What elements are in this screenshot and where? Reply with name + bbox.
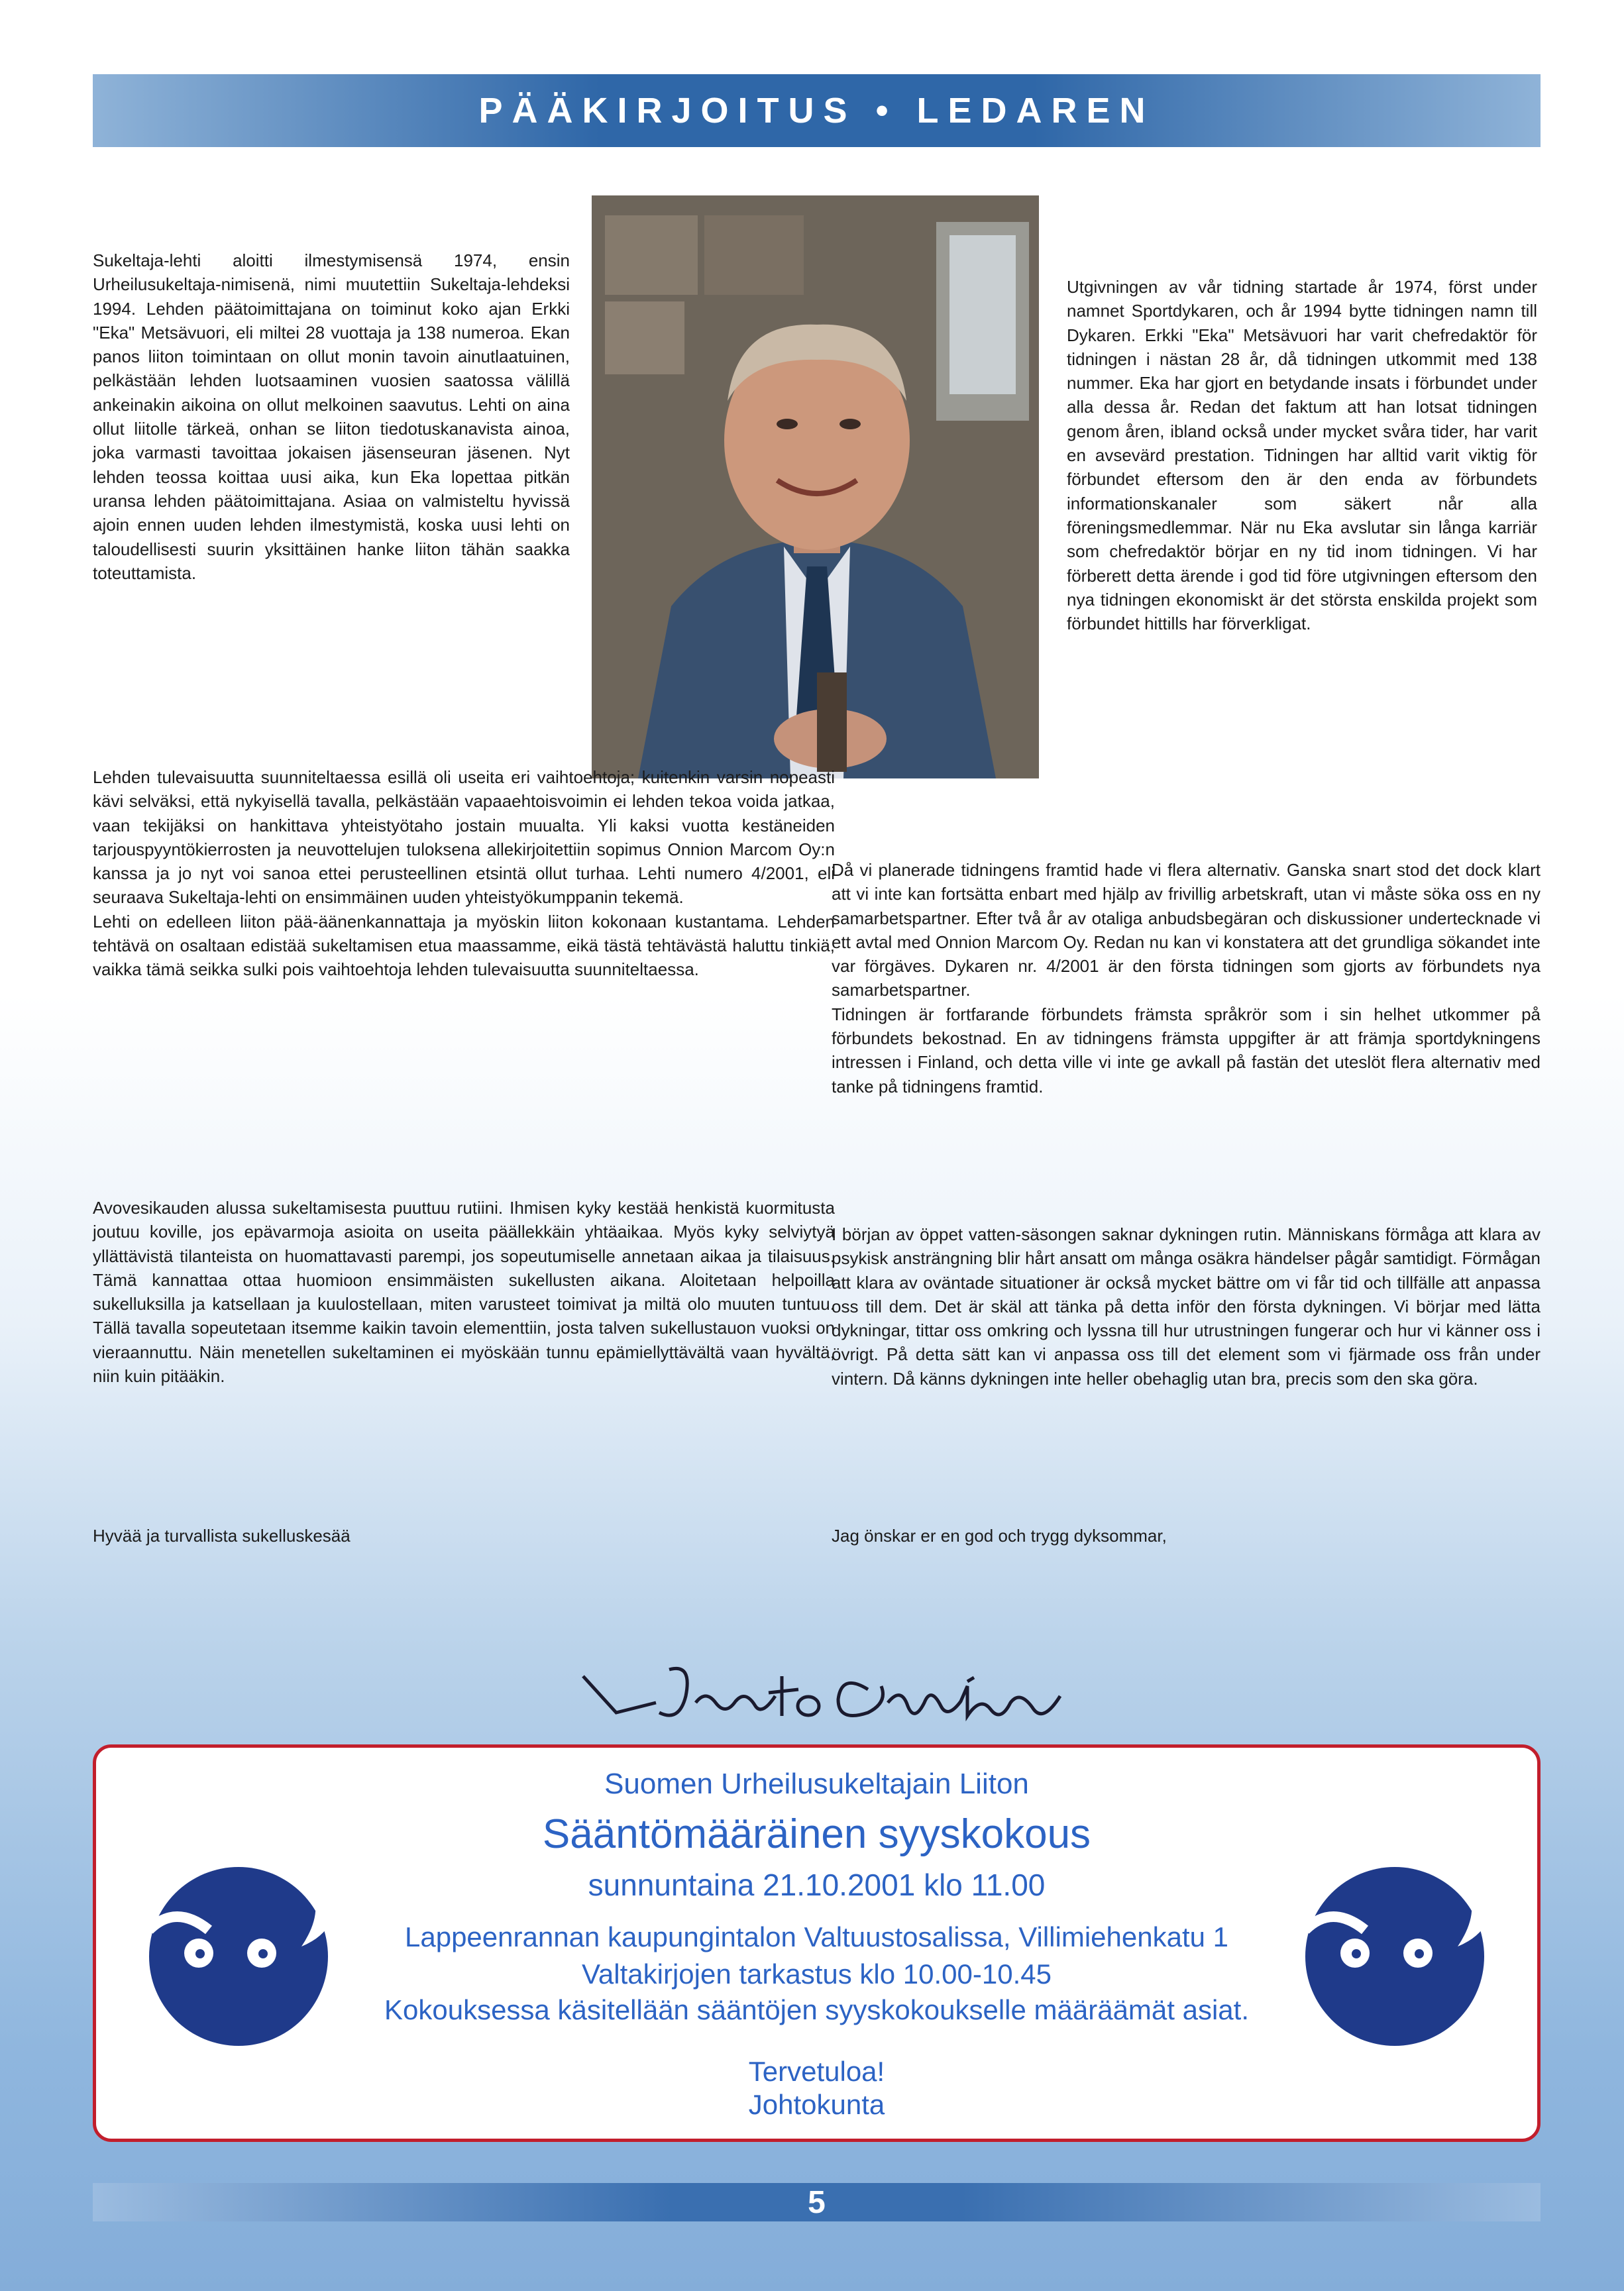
header-bar bbox=[93, 74, 1541, 147]
swedish-paragraph-2 bbox=[832, 858, 1541, 1098]
finnish-text-3: Avovesikauden alussa sukeltamisesta puuttuu rutiini. Ihmisen kyky kestää henkistä kuormitusta joutuu koville, jos epävarmoja asioita on useita päällekkäin yhtäaikaa. Myös kyky selviytyä yllättävistä tilanteista on huomattavasti parempi, jos sopeutumiselle annetaan aikaa ja tilaisuus. Tämä kannattaa ottaa huomioon ensimmäisten sukellusten aikana. Aloitetaan helpoilla sukelluksilla ja katsellaan ja kuulostellaan, miten varusteet toimivat ja miltä olo muuten tuntuu. Tällä tavalla sopeutetaan itsemme kaikin tavoin elementtiin, josta talven sukellustauon vuoksi on vieraannuttu. Näin menetellen sukeltaminen ei myöskään tunnu epämiellyttävältä vaan hyvältä, niin kuin pitääkin. bbox=[93, 1198, 835, 1387]
finnish-closing bbox=[93, 1524, 557, 1548]
finnish-paragraph-2 bbox=[93, 765, 835, 982]
meeting-notice bbox=[93, 1744, 1541, 2142]
notice-organization: Suomen Urheilusukeltajain Liiton bbox=[604, 1768, 1029, 1800]
finnish-paragraph-3 bbox=[93, 1196, 835, 1388]
finnish-closing-text: Hyvää ja turvallista sukelluskesää bbox=[93, 1526, 351, 1546]
swedish-text-1: Utgivningen av vår tidning startade år 1974, först under namnet Sportdykaren, och år 1994 bytte tidningen namn till Dykaren. Erkki "Eka" Metsävuori har varit chefredaktör för tidningen i nästan 28 år, då tidningen utkommit med 138 nummer. Eka har gjort en betydande insats i förbundet under alla dessa år. Redan det faktum att han lotsat tidningen genom åren, ibland också under mycket svåra tider, har varit en avsevärd prestation. Tidningen har alltid varit viktig för förbundet eftersom den är den enda av förbundets informationskanaler som säkert når alla föreningsmedlemmar. När nu Eka avslutar sin långa karriär som chefredaktör börjar en ny tid inom tidningen. Vi har förberett detta ärende i god tid före utgivningen eftersom den nya tidningen ekonomiskt är det största enskilda projekt som förbundet hittills har förverkligat. bbox=[1067, 277, 1537, 634]
signature-image bbox=[570, 1650, 1087, 1742]
notice-date: sunnuntaina 21.10.2001 klo 11.00 bbox=[588, 1868, 1046, 1902]
portrait-illustration bbox=[592, 195, 1039, 778]
portrait-photo bbox=[592, 195, 1039, 778]
signature bbox=[570, 1650, 1087, 1742]
finnish-text-2b: Lehti on edelleen liiton pää-äänenkannattaja ja myöskin liiton kokonaan kustantama. Lehden tehtävä on osaltaan edistää sukeltamisen etua maassamme, eikä tästä tehtävästä haluttu tinkiä, vaikka tämä seikka sulki pois vaihtoehtoja lehden tulevaisuutta suunniteltaessa. bbox=[93, 911, 835, 980]
swedish-closing-text: Jag önskar er en god och trygg dyksommar, bbox=[832, 1526, 1167, 1546]
page-number: 5 bbox=[808, 2184, 826, 2220]
finnish-text-2a: Lehden tulevaisuutta suunniteltaessa esillä oli useita eri vaihtoehtoja; kuitenkin varsin nopeasti kävi selväksi, että nykyisellä tavalla, pelkästään vapaaehtoisvoimin ei lehden tekoa voida jatkaa, vaan tekijäksi on hankittava yhteistyötaho jostain muualta. Yli kaksi vuotta kestäneiden tarjouspyyntökierrosten ja neuvottelujen tuloksena allekirjoitettiin sopimus Onnion Marcom Oy:n kanssa ja jo nyt voi sanoa ettei perusteellinen etsintä ollut turhaa. Lehti numero 4/2001, eli seuraava Sukeltaja-lehti on ensimmäinen uuden yhteistyökumppanin tekemä. bbox=[93, 767, 835, 908]
swedish-text-2a: Då vi planerade tidningens framtid hade vi flera alternativ. Ganska snart stod det dock klart att vi inte kan fortsätta enbart med hjälp av frivillig arbetskraft, utan vi måste söka oss en ny samarbetspartner. Efter två år av otaliga anbudsbegäran och diskussioner undertecknade vi ett avtal med Onnion Marcom Oy. Redan nu kan vi konstatera att det grundliga sökandet inte var förgäves. Dykaren nr. 4/2001 är den första tidningen som gjorts av förbundets nya samarbetspartner. bbox=[832, 860, 1541, 1000]
notice-welcome: Tervetuloa! bbox=[748, 2056, 885, 2087]
swedish-paragraph-1 bbox=[1067, 275, 1537, 635]
finnish-paragraph-1 bbox=[93, 248, 570, 585]
footer-bar bbox=[93, 2183, 1541, 2221]
swedish-paragraph-3 bbox=[832, 1222, 1541, 1391]
notice-agenda: Kokouksessa käsitellään sääntöjen syyskokoukselle määräämät asiat. bbox=[384, 1994, 1249, 2025]
notice-proxy-check: Valtakirjojen tarkastus klo 10.00-10.45 bbox=[582, 1958, 1052, 1990]
swedish-closing bbox=[832, 1524, 1362, 1548]
finnish-text-1: Sukeltaja-lehti aloitti ilmestymisensä 1974, ensin Urheilusukeltaja-nimisenä, nimi muutettiin Sukeltaja-lehdeksi 1994. Lehden päätoimittajana on toiminut koko ajan Erkki "Eka" Metsävuori, eli miltei 28 vuottaja ja 138 numeroa. Ekan panos liiton toimintaan on ollut monin tavoin ainutlaatuinen, pelkästään lehden luotsaaminen vuosien saatossa välillä ankeinakin aikoina on ollut melkoinen saavutus. Lehti on aina ollut liitolle tärkeä, onhan se liiton tiedotuskanavista ainoa, joka varmasti tavoittaa jokaisen jäsenseuran jäsenen. Nyt lehden teossa koittaa uusi aika, kun Eka lopettaa pitkän uransa lehden päätoimittajana. Asiaa on valmisteltu hyvissä ajoin ennen uuden lehden ilmestymistä, koska uusi lehti on taloudellisesti suurin yksittäinen hanke liiton tähän saakka toteuttamista. bbox=[93, 250, 570, 583]
swedish-text-3: I början av öppet vatten-säsongen saknar dykningen rutin. Människans förmåga att klara av psykisk ansträngning blir hårt ansatt om många osäkra händelser pågår samtidigt. Förmågan att klara av oväntade situationer är också mycket bättre om vi får tid och tillfälle att anpassa oss till dem. Det är skäl att tänka på detta inför den första dykningen. Vi börjar med lätta dykningar, tittar oss omkring och lyssna till hur utrustningen fungerar och hur vi känner oss i övrigt. På detta sätt kan vi anpassa oss till det element som vi fjärmade oss från under vintern. Då känns dykningen inte heller obehaglig utan bra, precis som den ska göra. bbox=[832, 1224, 1541, 1389]
notice-board: Johtokunta bbox=[748, 2089, 885, 2120]
page-title: PÄÄKIRJOITUS • LEDAREN bbox=[478, 91, 1155, 131]
notice-title: Sääntömääräinen syyskokous bbox=[542, 1811, 1091, 1857]
swedish-text-2b: Tidningen är fortfarande förbundets främsta språkrör som i sin helhet utkommer på förbundets bekostnad. En av tidningens främsta uppgifter är att främja sportdykningens intressen i Finland, och detta ville vi inte ge avkall på fastän det uteslöt flera alternativ med tanke på tidningens framtid. bbox=[832, 1004, 1541, 1096]
notice-location: Lappeenrannan kaupungintalon Valtuustosalissa, Villimiehenkatu 1 bbox=[405, 1921, 1228, 1952]
